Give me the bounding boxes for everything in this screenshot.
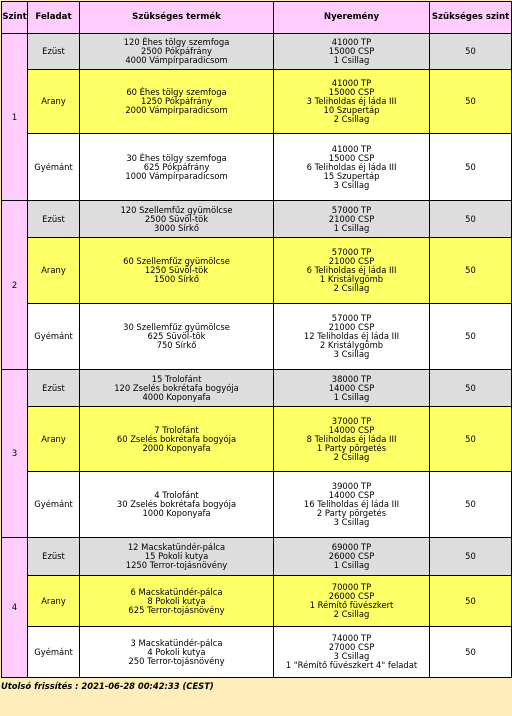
reward-cell — [274, 538, 430, 576]
required-level-cell: 50 — [430, 304, 512, 370]
reward-line: 2 Party pörgetés — [316, 508, 387, 518]
reward-line: 10 Szupertáp — [323, 105, 380, 115]
required-product-line: 8 Pokoli kutya — [147, 595, 206, 606]
required-product-line: 625 Terror-tojásnövény — [128, 604, 225, 615]
reward-cell — [274, 34, 430, 70]
reward-line: 15000 CSP — [328, 87, 375, 97]
task-cell: Gyémánt — [28, 134, 80, 201]
task-cell: Ezüst — [28, 201, 80, 238]
reward-line: 2 Kristálygömb — [319, 340, 384, 350]
reward-line: 39000 TP — [331, 481, 372, 491]
reward-cell — [274, 304, 430, 370]
table-row — [2, 472, 512, 538]
reward-line: 3 Csillag — [333, 349, 370, 359]
required-product-line: 625 Süvöl-tök — [147, 331, 206, 341]
required-product-line: 6 Macskatündér-pálca — [130, 586, 223, 597]
reward-line: 21000 CSP — [328, 213, 375, 224]
reward-line: 41000 TP — [331, 143, 372, 154]
reward-line: 3 Teliholdas éj láda III — [306, 96, 397, 106]
reward-line: 37000 TP — [331, 415, 372, 426]
required-level-cell: 50 — [430, 34, 512, 70]
reward-cell — [274, 627, 430, 678]
reward-cell — [274, 201, 430, 238]
required-product-line: 4000 Koponyafa — [142, 391, 211, 402]
reward-cell — [274, 472, 430, 538]
task-cell: Gyémánt — [28, 627, 80, 678]
required-level-cell: 50 — [430, 472, 512, 538]
reward-line: 14000 CSP — [328, 382, 375, 393]
reward-cell — [274, 238, 430, 304]
required-product-cell — [80, 134, 274, 201]
required-product-cell — [80, 538, 274, 576]
required-product-line: 1000 Koponyafa — [142, 508, 211, 518]
required-product-line: 2500 Pókpáfrány — [141, 46, 212, 56]
required-product-line: 750 Sírkő — [156, 340, 197, 350]
required-product-line: 3000 Sírkő — [153, 222, 200, 233]
reward-line: 70000 TP — [331, 582, 372, 592]
required-level-cell: 50 — [430, 134, 512, 201]
required-product-line: 1000 Vámpírparadicsom — [125, 170, 228, 181]
required-product-cell — [80, 201, 274, 238]
required-product-line: 30 Szellemfűz gyümölcse — [123, 322, 230, 332]
reward-line: 1 Csillag — [333, 55, 370, 65]
required-level-cell: 50 — [430, 538, 512, 576]
required-level-cell: 50 — [430, 576, 512, 627]
reward-line: 57000 TP — [331, 313, 372, 323]
task-cell: Ezüst — [28, 538, 80, 576]
required-product-line: 250 Terror-tojásnövény — [128, 655, 225, 666]
required-product-cell — [80, 576, 274, 627]
level-cell: 3 — [2, 370, 28, 538]
required-level-cell: 50 — [430, 70, 512, 134]
required-product-line: 4 Trolofánt — [154, 490, 199, 500]
required-product-line: 1250 Pókpáfrány — [141, 96, 212, 106]
reward-line: 6 Teliholdas éj láda III — [306, 161, 397, 172]
quest-table — [1, 1, 512, 678]
table-row — [2, 134, 512, 201]
table-row — [2, 538, 512, 576]
task-cell: Ezüst — [28, 34, 80, 70]
required-product-cell — [80, 472, 274, 538]
reward-line: 15000 CSP — [328, 46, 375, 56]
reward-line: 8 Teliholdas éj láda III — [306, 433, 397, 444]
reward-line: 1 Rémítő füvészkert — [309, 600, 394, 610]
table-row — [2, 34, 512, 70]
reward-line: 41000 TP — [331, 37, 372, 47]
required-product-line: 120 Zselés bokrétafa bogyója — [114, 382, 239, 393]
reward-line: 14000 CSP — [328, 424, 375, 435]
reward-line: 57000 TP — [331, 204, 372, 215]
required-product-line: 30 Éhes tölgy szemfoga — [126, 152, 227, 163]
reward-line: 1 Party pörgetés — [316, 442, 387, 453]
task-cell: Gyémánt — [28, 304, 80, 370]
reward-line: 3 Csillag — [333, 179, 370, 190]
reward-line: 2 Csillag — [333, 609, 370, 619]
reward-line: 15000 CSP — [328, 152, 375, 163]
reward-line: 74000 TP — [331, 633, 372, 643]
required-product-line: 30 Zselés bokrétafa bogyója — [116, 499, 237, 509]
required-product-line: 1500 Sírkő — [153, 274, 200, 284]
reward-line: 26000 CSP — [328, 591, 375, 601]
reward-line: 12 Teliholdas éj láda III — [303, 331, 400, 341]
required-product-line: 4 Pokoli kutya — [147, 646, 206, 657]
required-product-line: 2000 Vámpírparadicsom — [125, 105, 228, 115]
reward-line: 1 "Rémítő füvészkert 4" feladat — [285, 660, 418, 670]
reward-cell — [274, 370, 430, 407]
table-row — [2, 201, 512, 238]
reward-line: 15 Szupertáp — [323, 170, 380, 181]
level-cell: 2 — [2, 201, 28, 370]
required-product-line: 12 Macskatündér-pálca — [127, 542, 226, 552]
table-row — [2, 370, 512, 407]
header-task: Feladat — [28, 2, 80, 34]
required-product-line: 120 Szellemfűz gyümölcse — [120, 204, 233, 215]
required-level-cell: 50 — [430, 201, 512, 238]
required-product-line: 1250 Süvöl-tök — [144, 265, 209, 275]
task-cell: Arany — [28, 70, 80, 134]
header-level: Szint — [2, 2, 28, 34]
required-product-line: 60 Szellemfűz gyümölcse — [123, 256, 230, 266]
reward-line: 26000 CSP — [328, 551, 375, 561]
required-product-line: 60 Zselés bokrétafa bogyója — [116, 433, 237, 444]
required-product-cell — [80, 627, 274, 678]
reward-line: 2 Csillag — [333, 114, 370, 124]
required-product-line: 60 Éhes tölgy szemfoga — [126, 87, 227, 97]
reward-cell — [274, 70, 430, 134]
required-level-cell: 50 — [430, 238, 512, 304]
reward-line: 1 Csillag — [333, 560, 370, 570]
required-product-line: 4000 Vámpírparadicsom — [125, 55, 228, 65]
reward-line: 27000 CSP — [328, 642, 375, 652]
reward-line: 16 Teliholdas éj láda III — [303, 499, 400, 509]
reward-cell — [274, 134, 430, 201]
reward-line: 1 Csillag — [333, 222, 370, 233]
reward-line: 38000 TP — [331, 373, 372, 384]
table-row — [2, 304, 512, 370]
reward-line: 57000 TP — [331, 247, 372, 257]
level-cell: 4 — [2, 538, 28, 678]
quest-table-body — [2, 34, 512, 678]
required-product-cell — [80, 370, 274, 407]
required-product-line: 1250 Terror-tojásnövény — [125, 560, 228, 570]
task-cell: Arany — [28, 238, 80, 304]
table-row — [2, 70, 512, 134]
reward-line: 21000 CSP — [328, 322, 375, 332]
level-cell: 1 — [2, 34, 28, 201]
required-product-line: 120 Éhes tölgy szemfoga — [123, 37, 230, 47]
last-updated: Utolsó frissítés : 2021-06-28 00:42:33 (CEST) — [1, 681, 214, 691]
required-product-cell — [80, 407, 274, 472]
required-product-line: 7 Trolofánt — [154, 424, 199, 435]
table-row — [2, 407, 512, 472]
reward-line: 3 Csillag — [333, 651, 370, 661]
required-product-line: 625 Pókpáfrány — [143, 161, 210, 172]
reward-line: 2 Csillag — [333, 283, 370, 293]
required-product-line: 2000 Koponyafa — [142, 442, 211, 453]
header-required-level: Szükséges szint — [430, 2, 512, 34]
reward-cell — [274, 576, 430, 627]
required-product-line: 3 Macskatündér-pálca — [130, 637, 223, 648]
task-cell: Arany — [28, 576, 80, 627]
reward-line: 41000 TP — [331, 78, 372, 88]
reward-line: 1 Csillag — [333, 391, 370, 402]
required-level-cell: 50 — [430, 407, 512, 472]
required-product-line: 15 Trolofánt — [151, 373, 202, 384]
header-required-product: Szükséges termék — [80, 2, 274, 34]
header-reward: Nyeremény — [274, 2, 430, 34]
task-cell: Ezüst — [28, 370, 80, 407]
required-product-line: 15 Pokoli kutya — [144, 551, 209, 561]
reward-line: 2 Csillag — [333, 451, 370, 462]
table-row — [2, 576, 512, 627]
required-level-cell: 50 — [430, 370, 512, 407]
required-level-cell: 50 — [430, 627, 512, 678]
reward-line: 21000 CSP — [328, 256, 375, 266]
required-product-cell — [80, 34, 274, 70]
reward-cell — [274, 407, 430, 472]
reward-line: 3 Csillag — [333, 517, 370, 527]
reward-line: 6 Teliholdas éj láda III — [306, 265, 397, 275]
required-product-cell — [80, 238, 274, 304]
header-row — [2, 2, 512, 34]
reward-line: 14000 CSP — [328, 490, 375, 500]
task-cell: Arany — [28, 407, 80, 472]
reward-line: 1 Kristálygömb — [319, 274, 384, 284]
table-row — [2, 238, 512, 304]
task-cell: Gyémánt — [28, 472, 80, 538]
required-product-cell — [80, 70, 274, 134]
reward-line: 69000 TP — [331, 542, 372, 552]
table-row — [2, 627, 512, 678]
required-product-line: 2500 Süvöl-tök — [144, 213, 209, 224]
required-product-cell — [80, 304, 274, 370]
